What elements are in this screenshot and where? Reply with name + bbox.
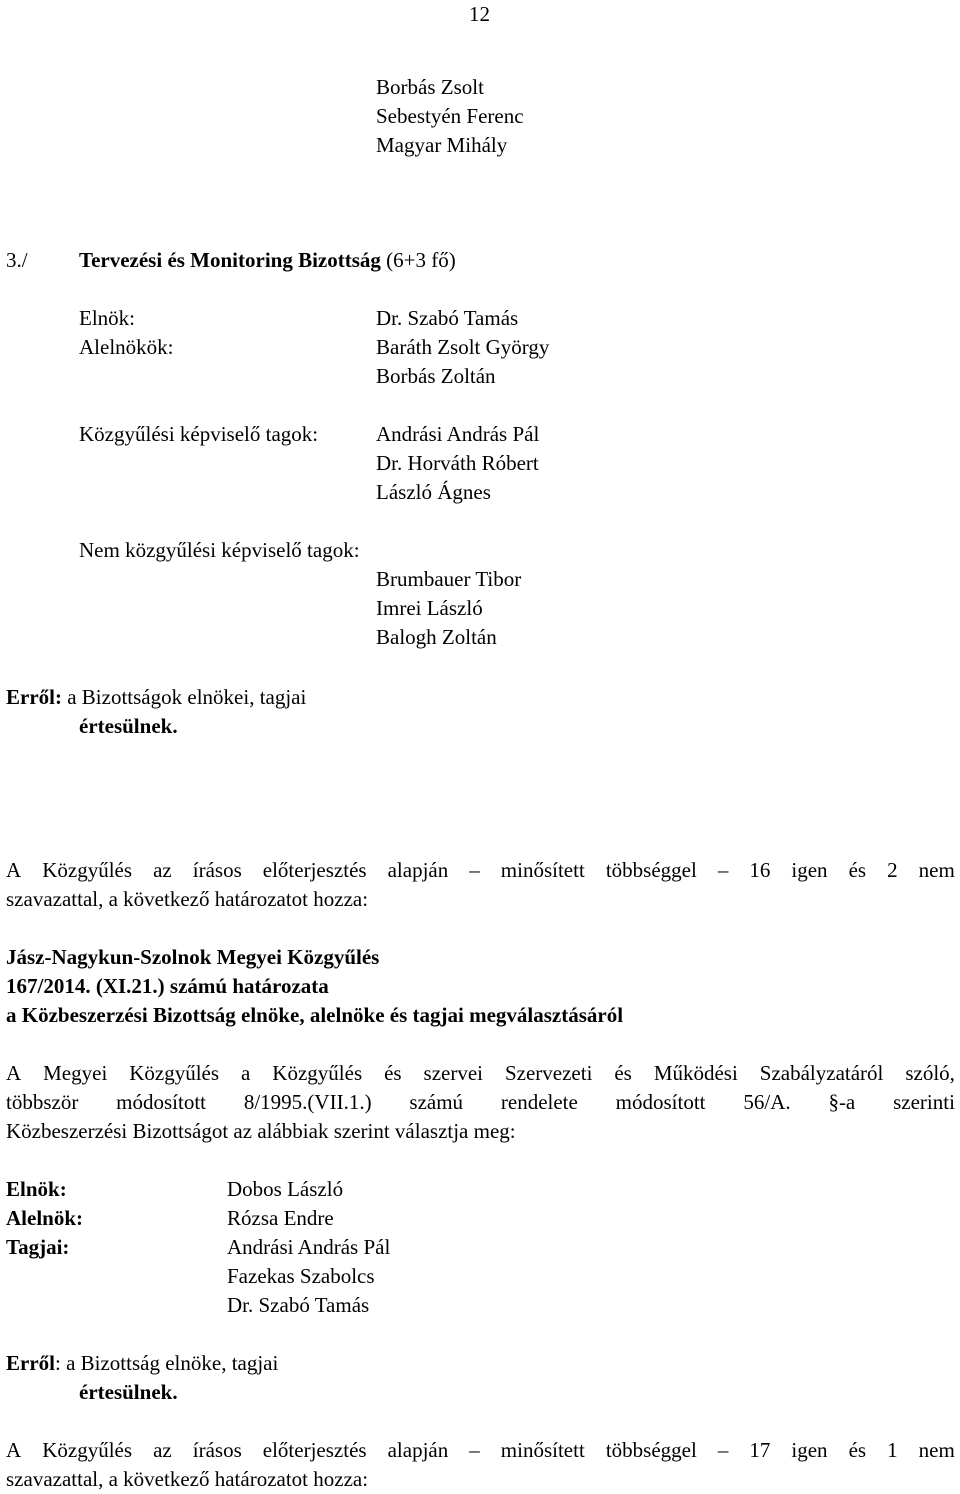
notification-label: Erről: <box>6 685 62 709</box>
committee-chair-name: Dobos László <box>227 1177 344 1201</box>
word: írásos <box>192 1438 242 1462</box>
word: Szabályzatáról <box>759 1061 884 1085</box>
notification-end: értesülnek. <box>79 714 178 738</box>
committee-chair-label: Elnök: <box>6 1177 67 1201</box>
vote-paragraph-line <box>6 856 955 885</box>
word: minősített <box>500 858 585 882</box>
word: 56/A. <box>743 1090 791 1114</box>
word: minősített <box>500 1438 585 1462</box>
member-name: Sebestyén Ferenc <box>376 104 524 128</box>
word: Közgyűlés <box>129 1061 220 1085</box>
word: igen <box>791 858 828 882</box>
vice-chair-label: Alelnökök: <box>79 335 174 359</box>
resolution-subject: a Közbeszerzési Bizottság elnöke, alelnöke és tagjai megválasztásáról <box>6 1003 624 1027</box>
committee-vice-label: Alelnök: <box>6 1206 84 1230</box>
word: szervei <box>423 1061 483 1085</box>
member-name: Borbás Zsolt <box>376 75 484 99</box>
word: alapján <box>387 1438 449 1462</box>
word: nem <box>918 858 955 882</box>
non-assembly-member-name: Brumbauer Tibor <box>376 567 522 591</box>
word: 8/1995.(VII.1.) <box>243 1090 372 1114</box>
word: alapján <box>387 858 449 882</box>
resolution-number: 167/2014. (XI.21.) számú határozata <box>6 974 329 998</box>
word: igen <box>791 1438 828 1462</box>
word: §-a <box>828 1090 856 1114</box>
chair-name: Dr. Szabó Tamás <box>376 306 519 330</box>
word: többször <box>6 1090 79 1114</box>
word: Közgyűlés <box>42 1438 133 1462</box>
word: és <box>848 858 867 882</box>
vice-chair-name: Baráth Zsolt György <box>376 335 550 359</box>
section-number: 3./ <box>6 248 28 272</box>
word: és <box>384 1061 402 1085</box>
section-member-count: (6+3 fő) <box>386 248 456 272</box>
word: szóló, <box>905 1061 955 1085</box>
assembly-member-name: Dr. Horváth Róbert <box>376 451 539 475</box>
word: szerinti <box>893 1090 955 1114</box>
word: Megyei <box>43 1061 108 1085</box>
resolution-body-line: Közbeszerzési Bizottságot az alábbiak szerint választja meg: <box>6 1119 516 1143</box>
committee-vice-name: Rózsa Endre <box>227 1206 334 1230</box>
word: nem <box>918 1438 955 1462</box>
word: Szervezeti <box>504 1061 593 1085</box>
committee-members-label: Tagjai: <box>6 1235 70 1259</box>
word: – <box>469 1438 480 1462</box>
word: 2 <box>887 858 898 882</box>
non-assembly-member-name: Balogh Zoltán <box>376 625 497 649</box>
assembly-members-label: Közgyűlési képviselő tagok: <box>79 422 319 446</box>
resolution-issuer: Jász-Nagykun-Szolnok Megyei Közgyűlés <box>6 945 380 969</box>
word: – <box>469 858 480 882</box>
word: az <box>153 858 172 882</box>
vice-chair-name: Borbás Zoltán <box>376 364 496 388</box>
committee-member-name: Fazekas Szabolcs <box>227 1264 375 1288</box>
word: 17 <box>749 1438 771 1462</box>
word: módosított <box>116 1090 207 1114</box>
word: rendelete <box>500 1090 578 1114</box>
word: írásos <box>192 858 242 882</box>
member-name: Magyar Mihály <box>376 133 508 157</box>
committee-member-name: Dr. Szabó Tamás <box>227 1293 370 1317</box>
notification-recipients: a Bizottságok elnökei, tagjai <box>67 685 307 709</box>
non-assembly-member-name: Imrei László <box>376 596 483 620</box>
word: A <box>6 1061 22 1085</box>
notification-label: Erről <box>6 1351 55 1375</box>
notification-line <box>6 1349 278 1378</box>
word: Közgyűlés <box>272 1061 363 1085</box>
word: előterjesztés <box>262 858 367 882</box>
word: A <box>6 1438 22 1462</box>
word: többséggel <box>605 858 697 882</box>
page-number: 12 <box>469 2 490 26</box>
word: Működési <box>653 1061 738 1085</box>
notification-end: értesülnek. <box>79 1380 178 1404</box>
word: – <box>717 1438 729 1462</box>
non-assembly-members-label: Nem közgyűlési képviselő tagok: <box>79 538 360 562</box>
word: és <box>614 1061 632 1085</box>
assembly-member-name: László Ágnes <box>376 480 491 504</box>
word: az <box>153 1438 172 1462</box>
vote-paragraph-line <box>6 1436 955 1465</box>
word: és <box>848 1438 867 1462</box>
word: 16 <box>749 858 771 882</box>
word: számú <box>409 1090 464 1114</box>
assembly-member-name: Andrási András Pál <box>376 422 540 446</box>
resolution-body-line <box>6 1088 955 1117</box>
committee-member-name: Andrási András Pál <box>227 1235 391 1259</box>
section-title: Tervezési és Monitoring Bizottság <box>79 248 381 272</box>
chair-label: Elnök: <box>79 306 135 330</box>
vote-paragraph-line: szavazattal, a következő határozatot hozza: <box>6 1467 369 1491</box>
notification-line <box>6 683 306 712</box>
resolution-body-line <box>6 1059 955 1088</box>
word: 1 <box>887 1438 898 1462</box>
notification-recipients: : a Bizottság elnöke, tagjai <box>54 1351 279 1375</box>
word: – <box>717 858 729 882</box>
word: Közgyűlés <box>42 858 133 882</box>
word: módosított <box>615 1090 706 1114</box>
word: A <box>6 858 22 882</box>
word: többséggel <box>605 1438 697 1462</box>
word: előterjesztés <box>262 1438 367 1462</box>
section-heading <box>79 246 456 275</box>
word: a <box>241 1061 251 1085</box>
vote-paragraph-line: szavazattal, a következő határozatot hozza: <box>6 887 369 911</box>
